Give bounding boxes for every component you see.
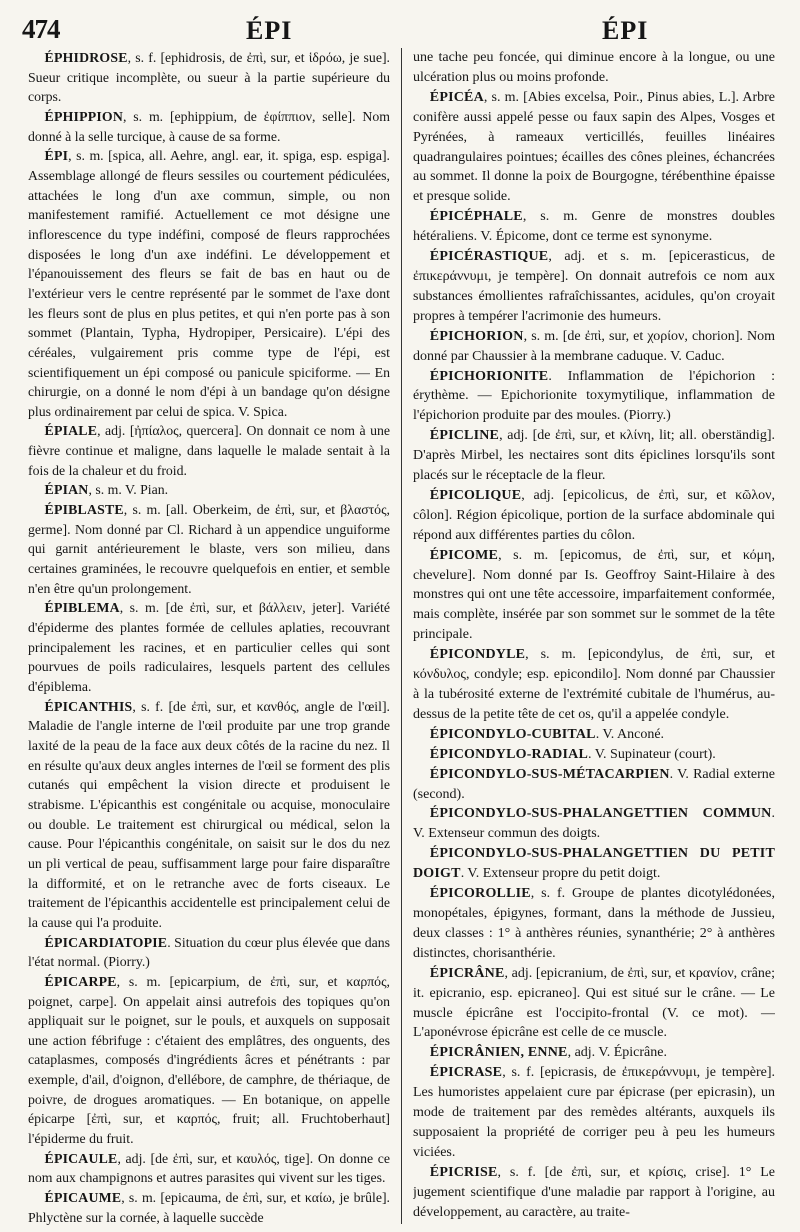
entry-definition: , s. m. [de ἐπὶ, sur, et βάλλειν, jeter]. Variété d'épiderme des plantes formée de cellules aplaties, recouvrant principalement les racines, et en particulier celles qui sont pourvues de poils radiculaires, lesquels partent des cellules d'épiblema. — [28, 600, 390, 694]
column-divider — [401, 48, 402, 1224]
entry-paragraph — [413, 207, 775, 247]
entry-paragraph — [28, 500, 390, 598]
entry-paragraph — [28, 421, 390, 480]
dictionary-entry — [28, 480, 390, 500]
dictionary-entry — [28, 146, 390, 421]
dictionary-entry — [28, 972, 390, 1149]
entry-definition: , s. m. [de ἐπὶ, sur, et χορίον, chorion]. Nom donné par Chaussier à la membrane caduque. V. Caduc. — [413, 328, 775, 364]
entry-paragraph — [413, 1043, 775, 1063]
entry-headword: ÉPICOME — [429, 547, 499, 563]
entry-headword: ÉPIBLEMA — [44, 600, 120, 616]
entry-headword: ÉPICÉA — [429, 89, 484, 105]
entry-definition: , s. f. [de ἐπὶ, sur, et κανθός, angle de l'œil]. Maladie de l'angle interne de l'œil produite par une trop grande laxité de la peau de la face aux deux côtés de la racine du nez. Il en résulte qu'aux deux angles internes de l'œil se forment des plis cutanés qui empêchent la vision directe et produisent le strabisme. L'épicanthis est congénitale ou acquise, monoculaire ou double. Le traitement est chirurgical ou médical, selon la cause. Pour l'épicanthis congénitale, on saisit sur le dos du nez un pli vertical de peau, suffisamment large pour faire disparaître la difformité, et on le retranche avec de forts ciseaux. Le traitement de l'épicanthis accidentelle est principalement celui de la cause qui l'a produite. — [28, 698, 390, 930]
entry-paragraph — [28, 107, 390, 146]
entry-definition: , s. f. [ephidrosis, de ἐπὶ, sur, et ἱδρόω, je sue]. Sueur critique incomplète, ou sueur à la partie supérieure du corps. — [28, 50, 390, 105]
left-column — [28, 48, 390, 1228]
entry-paragraph — [28, 972, 390, 1149]
entry-paragraph — [413, 645, 775, 725]
entry-headword: ÉPICRISE — [429, 1164, 498, 1180]
entry-headword: ÉPICOLIQUE — [429, 487, 522, 503]
entry-definition: , s. m. [epicarpium, de ἐπὶ, sur, et καρπός, poignet, carpe]. On appelait ainsi autrefois des topiques qu'on appliquait sur le poignet, sur le pouls, et auxquels on supposait une action fébrifuge : c'étaient des emplâtres, des onguents, des cataplasmes, composés d'ingrédients âcres et pénétrants : par exemple, d'ail, d'oignon, d'ellébore, de camphre, de thériaque, de poivre, de drogues aromatiques. — En botanique, on appelle épicarpe [ἐπὶ, sur, et καρπός, fruit; all. Fruchtoberhaut] l'épiderme du fruit. — [28, 973, 390, 1147]
right-column — [413, 48, 775, 1228]
entry-paragraph — [28, 1188, 390, 1227]
dictionary-entry — [413, 207, 775, 247]
dictionary-entry — [413, 804, 775, 844]
entry-paragraph — [28, 48, 390, 107]
entry-headword: ÉPICÉPHALE — [429, 209, 523, 225]
entry-headword: ÉPIBLASTE — [44, 502, 124, 518]
entry-definition: , adj. V. Épicrâne. — [567, 1045, 667, 1061]
entry-definition: , s. m. Genre de monstres doubles hétéraliens. V. Épicome, dont ce terme est synonyme. — [413, 209, 775, 245]
entry-paragraph — [413, 426, 775, 486]
entry-paragraph — [28, 146, 390, 421]
entry-headword: ÉPICHORIONITE — [429, 368, 549, 384]
entry-paragraph — [28, 480, 390, 500]
dictionary-entry — [28, 500, 390, 598]
dictionary-entry — [28, 48, 390, 107]
dictionary-entry — [413, 964, 775, 1044]
entry-paragraph — [413, 247, 775, 327]
entry-headword: ÉPI — [44, 148, 69, 164]
entry-paragraph — [413, 844, 775, 884]
dictionary-entry — [413, 745, 775, 765]
entry-headword: ÉPICONDYLO-RADIAL — [429, 746, 588, 762]
entry-headword: ÉPICONDYLO-CUBITAL — [429, 726, 596, 742]
entry-headword: ÉPICHORION — [429, 328, 524, 344]
entry-paragraph — [413, 765, 775, 805]
entry-headword: ÉPICOROLLIE — [429, 886, 531, 902]
dictionary-entry — [413, 844, 775, 884]
entry-headword: ÉPICRASE — [429, 1065, 503, 1081]
entry-definition: , s. f. [epicrasis, de ἐπικεράννυμι, je tempère]. Les humoristes appelaient cure par épicrase (per epicrasin), un mode de traitement par des remèdes altérants, auxquels ils supposaient la propriété de corriger peu à peu les humeurs viciées. — [413, 1065, 775, 1160]
entry-headword: ÉPICONDYLO-SUS-MÉTACARPIEN — [429, 766, 670, 782]
entry-paragraph — [413, 48, 775, 88]
dictionary-entry — [413, 426, 775, 486]
entry-paragraph — [413, 964, 775, 1044]
entry-definition: . V. Extenseur commun des doigts. — [413, 806, 775, 842]
dictionary-entry — [413, 88, 775, 207]
dictionary-entry — [413, 486, 775, 546]
dictionary-entry — [28, 697, 390, 933]
entry-definition: , adj. [de ἐπὶ, sur, et καυλός, tige]. On donne ce nom aux champignons et autres parasites qui vivent sur les tiges. — [28, 1150, 390, 1186]
entry-definition: une tache peu foncée, qui diminue encore à la longue, ou une ulcération plus ou moins profonde. — [413, 50, 775, 85]
entry-paragraph — [28, 933, 390, 972]
entry-headword: ÉPICAULE — [44, 1150, 118, 1166]
dictionary-entry — [413, 884, 775, 964]
dictionary-entry — [413, 546, 775, 646]
entry-paragraph — [413, 804, 775, 844]
entry-definition: , s. f. [de ἐπὶ, sur, et κρίσις, crise]. 1° Le jugement scientifique d'une maladie par rapport à l'origine, au développement, au caractère, au traite- — [413, 1164, 775, 1220]
entry-paragraph — [413, 884, 775, 964]
entry-headword: ÉPIALE — [44, 423, 98, 439]
entry-definition: , adj. [de ἐπὶ, sur, et κλίνη, lit; all. oberständig]. D'après Mirbel, les nectaires sont dits épiclines lorsqu'ils sont placés sur le réceptacle de la fleur. — [413, 428, 775, 484]
entry-paragraph — [413, 1163, 775, 1223]
page-header — [22, 14, 778, 48]
entry-headword: ÉPICONDYLE — [429, 647, 526, 663]
dictionary-entry — [413, 725, 775, 745]
entry-paragraph — [413, 1063, 775, 1163]
entry-headword: ÉPHIPPION — [44, 108, 123, 124]
entry-definition: , s. m. [epicauma, de ἐπὶ, sur, et καίω, je brûle]. Phlyctène sur la cornée, à laquelle succède — [28, 1190, 390, 1225]
entry-definition: . V. Extenseur propre du petit doigt. — [460, 866, 661, 882]
dictionary-entry — [28, 107, 390, 146]
dictionary-entry — [413, 1163, 775, 1223]
entry-definition: , s. m. [all. Oberkeim, de ἐπὶ, sur, et βλαστός, germe]. Nom donné par Cl. Richard à un appendice unguiforme qui garnit antérieurement le blaste, vers son milieu, dans certaines graminées, le recouvre quelquefois en entier, et semble n'en être qu'un prolongement. — [28, 502, 390, 596]
dictionary-entry — [413, 48, 775, 88]
entry-definition: . V. Anconé. — [595, 726, 665, 742]
running-head-right: ÉPI — [602, 16, 649, 45]
entry-definition: , s. m. [epicomus, de ἐπὶ, sur, et κόμη, chevelure]. Nom donné par Is. Geoffroy Saint-Hilaire à des monstres qui ont une tête accessoire, imparfaitement conformée, mais complète, insérée par son sommet sur le sommet de la tête principale. — [413, 547, 775, 643]
dictionary-entry — [413, 327, 775, 367]
entry-headword: ÉPICRÂNIEN, ENNE — [429, 1045, 568, 1061]
dictionary-entry — [28, 1188, 390, 1227]
entry-definition: , s. f. Groupe de plantes dicotylédonées, monopétales, épigynes, formant, dans la méthode de Jussieu, deux classes : 1° à anthères réunies, synanthérie; 2° à anthères distinctes, chorisanthérie. — [413, 886, 775, 961]
entry-headword: ÉPICONDYLO-SUS-PHALANGETTIEN COMMUN — [429, 806, 772, 822]
entry-paragraph — [413, 725, 775, 745]
dictionary-entry — [413, 1063, 775, 1163]
entry-paragraph — [413, 486, 775, 546]
entry-definition: , s. m. [Abies excelsa, Poir., Pinus abies, L.]. Arbre conifère aussi appelé pesse ou faux sapin des Alpes, Vosges et Pyrénées, à rameaux verticillés, feuilles linéaires quadrangulaires pointues; écailles des cônes pleines, échancrées au sommet. Il donne la poix de Bourgogne, térébenthine épaisse et presque solide. — [413, 89, 775, 205]
entry-headword: ÉPICLINE — [429, 428, 500, 444]
entry-paragraph — [28, 1149, 390, 1188]
entry-definition: . Inflammation de l'épichorion : érythème. — Epichorionite toxymytilique, inflammation de l'épichorion produite par des moules. (Piorry.) — [413, 368, 775, 424]
dictionary-entry — [28, 1149, 390, 1188]
entry-paragraph — [413, 327, 775, 367]
entry-headword: ÉPICAUME — [44, 1190, 122, 1206]
entry-headword: ÉPICARDIATOPIE — [44, 934, 168, 950]
entry-definition: , adj. et s. m. [epicerasticus, de ἐπικεράννυμι, je tempère]. On donnait autrefois ce nom aux substances émollientes rafraîchissantes, acidules, qu'on croyait propres à tempérer l'acrimonie des humeurs. — [413, 249, 775, 324]
entry-definition: . V. Radial externe (second). — [413, 766, 775, 802]
entry-paragraph — [413, 546, 775, 646]
entry-definition: , adj. [epicolicus, de ἐπὶ, sur, et κῶλον, côlon]. Région épicolique, portion de la surface abdominale qui répond aux différentes parties du côlon. — [413, 487, 775, 543]
entry-definition: , s. m. V. Pian. — [88, 482, 169, 498]
dictionary-entry — [413, 1043, 775, 1063]
dictionary-entry — [413, 765, 775, 805]
entry-definition: , adj. [ἠπίαλος, quercera]. On donnait ce nom à une fièvre continue et maligne, dans laquelle le malade sentait à la fois de la chaleur et du froid. — [28, 423, 390, 478]
dictionary-entry — [413, 247, 775, 327]
entry-definition: , s. m. [spica, all. Aehre, angl. ear, it. spiga, esp. espiga]. Assemblage allongé de fleurs sessiles ou courtement pédiculées, attachées le long d'un axe commun, simple, ou non manifestement ramifié. Actuellement ce mot désigne une inflorescence du type indéfini, composé de fleurs rapprochées disposées le long d'un axe indéfini. Le développement et l'épanouissement des fleurs se fait de bas en haut ou de l'extérieur vers le centre représenté par le sommet de l'axe dont les fleurs sont de plus en plus petites, et qui n'en porte pas à son sommet (Plantain, Typha, Hydropiper, Persicaire). L'épi des céréales, vulgairement pris comme type de l'épi, est scientifiquement un épi composé ou panicule spiciforme. — En chirurgie, on a donné le nom d'épi à un bandage qu'on désigne plus ordinairement par celui de spica. V. Spica. — [28, 148, 390, 419]
dictionary-entry — [28, 598, 390, 696]
entry-paragraph — [28, 598, 390, 696]
entry-headword: ÉPIAN — [44, 482, 89, 498]
dictionary-entry — [28, 933, 390, 972]
entry-headword: ÉPICANTHIS — [44, 698, 133, 714]
entry-definition: . Situation du cœur plus élevée que dans l'état normal. (Piorry.) — [28, 934, 390, 970]
entry-paragraph — [28, 697, 390, 933]
running-head-left: ÉPI — [246, 16, 293, 45]
entry-headword: ÉPHIDROSE — [44, 50, 128, 65]
entry-paragraph — [413, 367, 775, 427]
entry-headword: ÉPICARPE — [44, 973, 117, 989]
entry-definition: , s. m. [ephippium, de ἐφίππιον, selle]. Nom donné à la selle turcique, à cause de sa forme. — [28, 108, 390, 144]
entry-paragraph — [413, 745, 775, 765]
entry-paragraph — [413, 88, 775, 207]
dictionary-entry — [28, 421, 390, 480]
dictionary-entry — [413, 367, 775, 427]
page-number: 474 — [22, 14, 60, 44]
entry-headword: ÉPICÉRASTIQUE — [429, 249, 549, 265]
dictionary-entry — [413, 645, 775, 725]
entry-definition: . V. Supinateur (court). — [587, 746, 716, 762]
entry-headword: ÉPICONDYLO-SUS-PHALANGETTIEN DU PETIT DOIGT — [413, 846, 775, 882]
entry-headword: ÉPICRÂNE — [429, 965, 505, 981]
entry-definition: , adj. [epicranium, de ἐπὶ, sur, et κρανίον, crâne; it. epicranio, esp. epicraneo]. Qui est situé sur le crâne. — Le muscle épicrâne est l'occipito-frontal (V. ce mot). — L'aponévrose épicrâne est celle de ce muscle. — [413, 965, 775, 1041]
entry-definition: , s. m. [epicondylus, de ἐπὶ, sur, et κόνδυλος, condyle; esp. epicondilo]. Nom donné par Chaussier à la tubérosité externe de l'extrémité cubitale de l'humérus, au-dessus de la petite tête de cet os, qu'il a appelée condyle. — [413, 647, 775, 722]
